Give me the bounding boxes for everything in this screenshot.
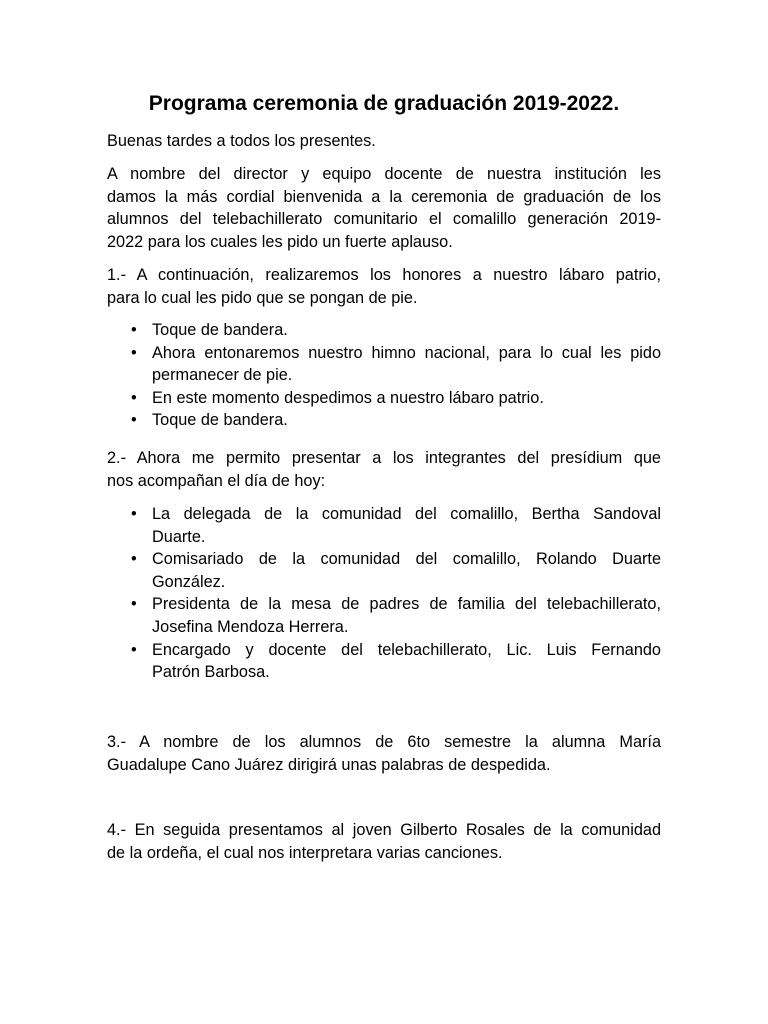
text-line: Buenas tardes a todos los presentes. — [107, 132, 376, 150]
text-line: Josefina Mendoza Herrera. — [152, 617, 349, 636]
welcome-paragraph — [107, 163, 661, 253]
list-item — [107, 548, 661, 593]
text-line: La delegada de la comunidad del comalillo, Bertha Sandoval — [152, 505, 661, 523]
bullet-icon: • — [131, 411, 137, 430]
list-item — [107, 593, 661, 638]
text-line: alumnos del telebachillerato comunitario el comalillo generación 2019- — [107, 210, 661, 229]
bullet-icon: • — [131, 388, 137, 407]
text-line: para lo cual les pido que se pongan de pie. — [107, 288, 418, 307]
list-item — [107, 342, 661, 387]
section-1-paragraph — [107, 264, 661, 309]
text-line: Patrón Barbosa. — [152, 663, 270, 682]
list-item — [107, 639, 661, 684]
text-line: damos la más cordial bienvenida a la ceremonia de graduación de los — [107, 187, 661, 206]
text-line: 3.- A nombre de los alumnos de 6to semestre la alumna María — [107, 733, 661, 751]
bullet-icon: • — [131, 595, 137, 614]
text-line: de la ordeña, el cual nos interpretara varias canciones. — [107, 843, 503, 862]
list-item — [107, 503, 661, 548]
text-line: permanecer de pie. — [152, 366, 293, 385]
text-line: Toque de bandera. — [152, 321, 288, 339]
text-line: 4.- En seguida presentamos al joven Gilberto Rosales de la comunidad — [107, 821, 661, 839]
text-line: A nombre del director y equipo docente de nuestra institución les — [107, 165, 661, 183]
bullet-icon: • — [131, 505, 137, 523]
bullet-icon: • — [131, 343, 137, 362]
text-line: 1.- A continuación, realizaremos los honores a nuestro lábaro patrio, — [107, 266, 661, 284]
text-line: Presidenta de la mesa de padres de familia del telebachillerato, — [152, 595, 661, 614]
section-2-paragraph — [107, 447, 661, 492]
section-3-paragraph — [107, 731, 661, 776]
text-line: nos acompañan el día de hoy: — [107, 471, 326, 490]
text-line: Encargado y docente del telebachillerato, Lic. Luis Fernando — [152, 640, 661, 659]
list-item — [107, 319, 661, 342]
text-line: González. — [152, 572, 226, 591]
text-line: Comisariado de la comunidad del comalillo, Rolando Duarte — [152, 550, 661, 569]
text-line: Toque de bandera. — [152, 411, 288, 430]
bullet-icon: • — [131, 550, 137, 569]
text-line: Duarte. — [152, 527, 206, 546]
text-line: 2.- Ahora me permito presentar a los integrantes del presídium que — [107, 449, 661, 467]
section-2-list — [107, 503, 661, 684]
text-line: En este momento despedimos a nuestro lábaro patrio. — [152, 388, 544, 407]
list-item — [107, 409, 661, 432]
section-4-paragraph — [107, 819, 661, 864]
greeting-paragraph — [107, 130, 661, 153]
bullet-icon: • — [131, 640, 137, 659]
text-line: 2022 para los cuales les pido un fuerte aplauso. — [107, 232, 453, 251]
document-title: Programa ceremonia de graduación 2019-2022. — [148, 92, 620, 115]
bullet-icon: • — [131, 321, 137, 339]
text-line: Ahora entonaremos nuestro himno nacional, para lo cual les pido — [152, 343, 661, 362]
list-item — [107, 387, 661, 410]
text-line: Guadalupe Cano Juárez dirigirá unas palabras de despedida. — [107, 755, 551, 774]
section-1-list — [107, 319, 661, 432]
